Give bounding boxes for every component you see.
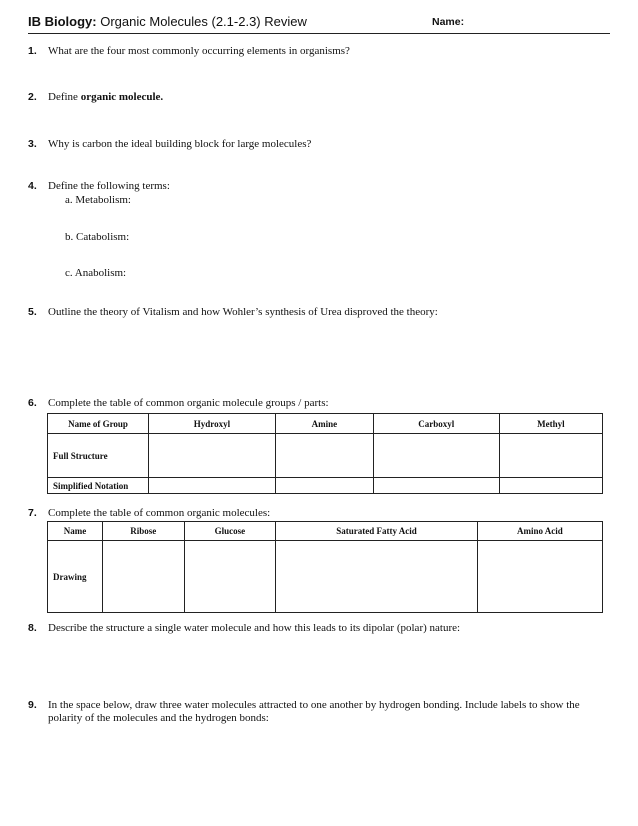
question-text: Complete the table of common organic molecules:: [48, 507, 271, 519]
question-2: [28, 91, 610, 104]
question-number: 7.: [28, 507, 37, 519]
table-header: Ribose: [103, 522, 185, 541]
question-5: [28, 306, 610, 319]
table-header: Methyl: [499, 414, 602, 434]
question-text: Complete the table of common organic molecule groups / parts:: [48, 397, 329, 409]
answer-cell[interactable]: [149, 478, 276, 494]
table-header: Glucose: [184, 522, 275, 541]
question-text: Describe the structure a single water molecule and how this leads to its dipolar (polar) nature:: [48, 622, 461, 634]
term-catabolism: b. Catabolism:: [65, 231, 130, 243]
question-number: 8.: [28, 622, 37, 634]
worksheet-title: [28, 14, 307, 29]
question-text-prefix: Define: [48, 91, 81, 103]
question-text: In the space below, draw three water molecules attracted to one another by hydrogen bonding. Include labels to show the polarity of the molecules and the hydrogen bonds:: [48, 699, 580, 724]
answer-cell[interactable]: [275, 478, 373, 494]
table-row-label: Simplified Notation: [48, 478, 149, 494]
answer-cell[interactable]: [103, 541, 185, 613]
organic-molecules-table: [47, 521, 603, 613]
question-7: [28, 507, 610, 520]
question-number: 2.: [28, 91, 37, 103]
question-text-bold: organic molecule.: [80, 91, 164, 103]
question-number: 6.: [28, 397, 37, 409]
question-text: Why is carbon the ideal building block for large molecules?: [48, 138, 312, 150]
answer-cell[interactable]: [149, 434, 276, 478]
answer-cell[interactable]: [373, 434, 499, 478]
page-header: [28, 13, 610, 34]
question-1: [28, 45, 610, 58]
table-header: Name of Group: [48, 414, 149, 434]
table-row-label: Drawing: [48, 541, 103, 613]
table-row-label: Full Structure: [48, 434, 149, 478]
table-header: Hydroxyl: [149, 414, 276, 434]
organic-groups-table: [47, 413, 603, 494]
subject-label: IB Biology:: [28, 14, 97, 29]
table-header: Saturated Fatty Acid: [276, 522, 478, 541]
answer-cell[interactable]: [477, 541, 602, 613]
question-text: Define the following terms:: [48, 180, 170, 192]
question-number: 4.: [28, 180, 37, 192]
question-text: What are the four most commonly occurring elements in organisms?: [48, 45, 350, 57]
table-header: Amino Acid: [477, 522, 602, 541]
answer-cell[interactable]: [276, 541, 478, 613]
answer-cell[interactable]: [499, 434, 602, 478]
term-metabolism: a. Metabolism:: [65, 194, 131, 206]
answer-cell[interactable]: [373, 478, 499, 494]
question-3: [28, 138, 610, 151]
table-header: Name: [48, 522, 103, 541]
table-header: Carboxyl: [373, 414, 499, 434]
answer-cell[interactable]: [275, 434, 373, 478]
question-text: [48, 91, 610, 104]
answer-cell[interactable]: [499, 478, 602, 494]
answer-cell[interactable]: [184, 541, 275, 613]
question-number: 1.: [28, 45, 37, 57]
question-number: 3.: [28, 138, 37, 150]
question-8: [28, 622, 610, 635]
question-4: [28, 180, 610, 193]
name-label: Name:: [432, 16, 465, 28]
question-9: [28, 699, 610, 725]
question-number: 5.: [28, 306, 37, 318]
table-header: Amine: [275, 414, 373, 434]
title-text: Organic Molecules (2.1-2.3) Review: [100, 14, 307, 29]
term-anabolism: c. Anabolism:: [65, 267, 127, 279]
question-number: 9.: [28, 699, 37, 711]
question-6: [28, 397, 610, 410]
question-text: Outline the theory of Vitalism and how Wohler’s synthesis of Urea disproved the theory:: [48, 306, 438, 318]
